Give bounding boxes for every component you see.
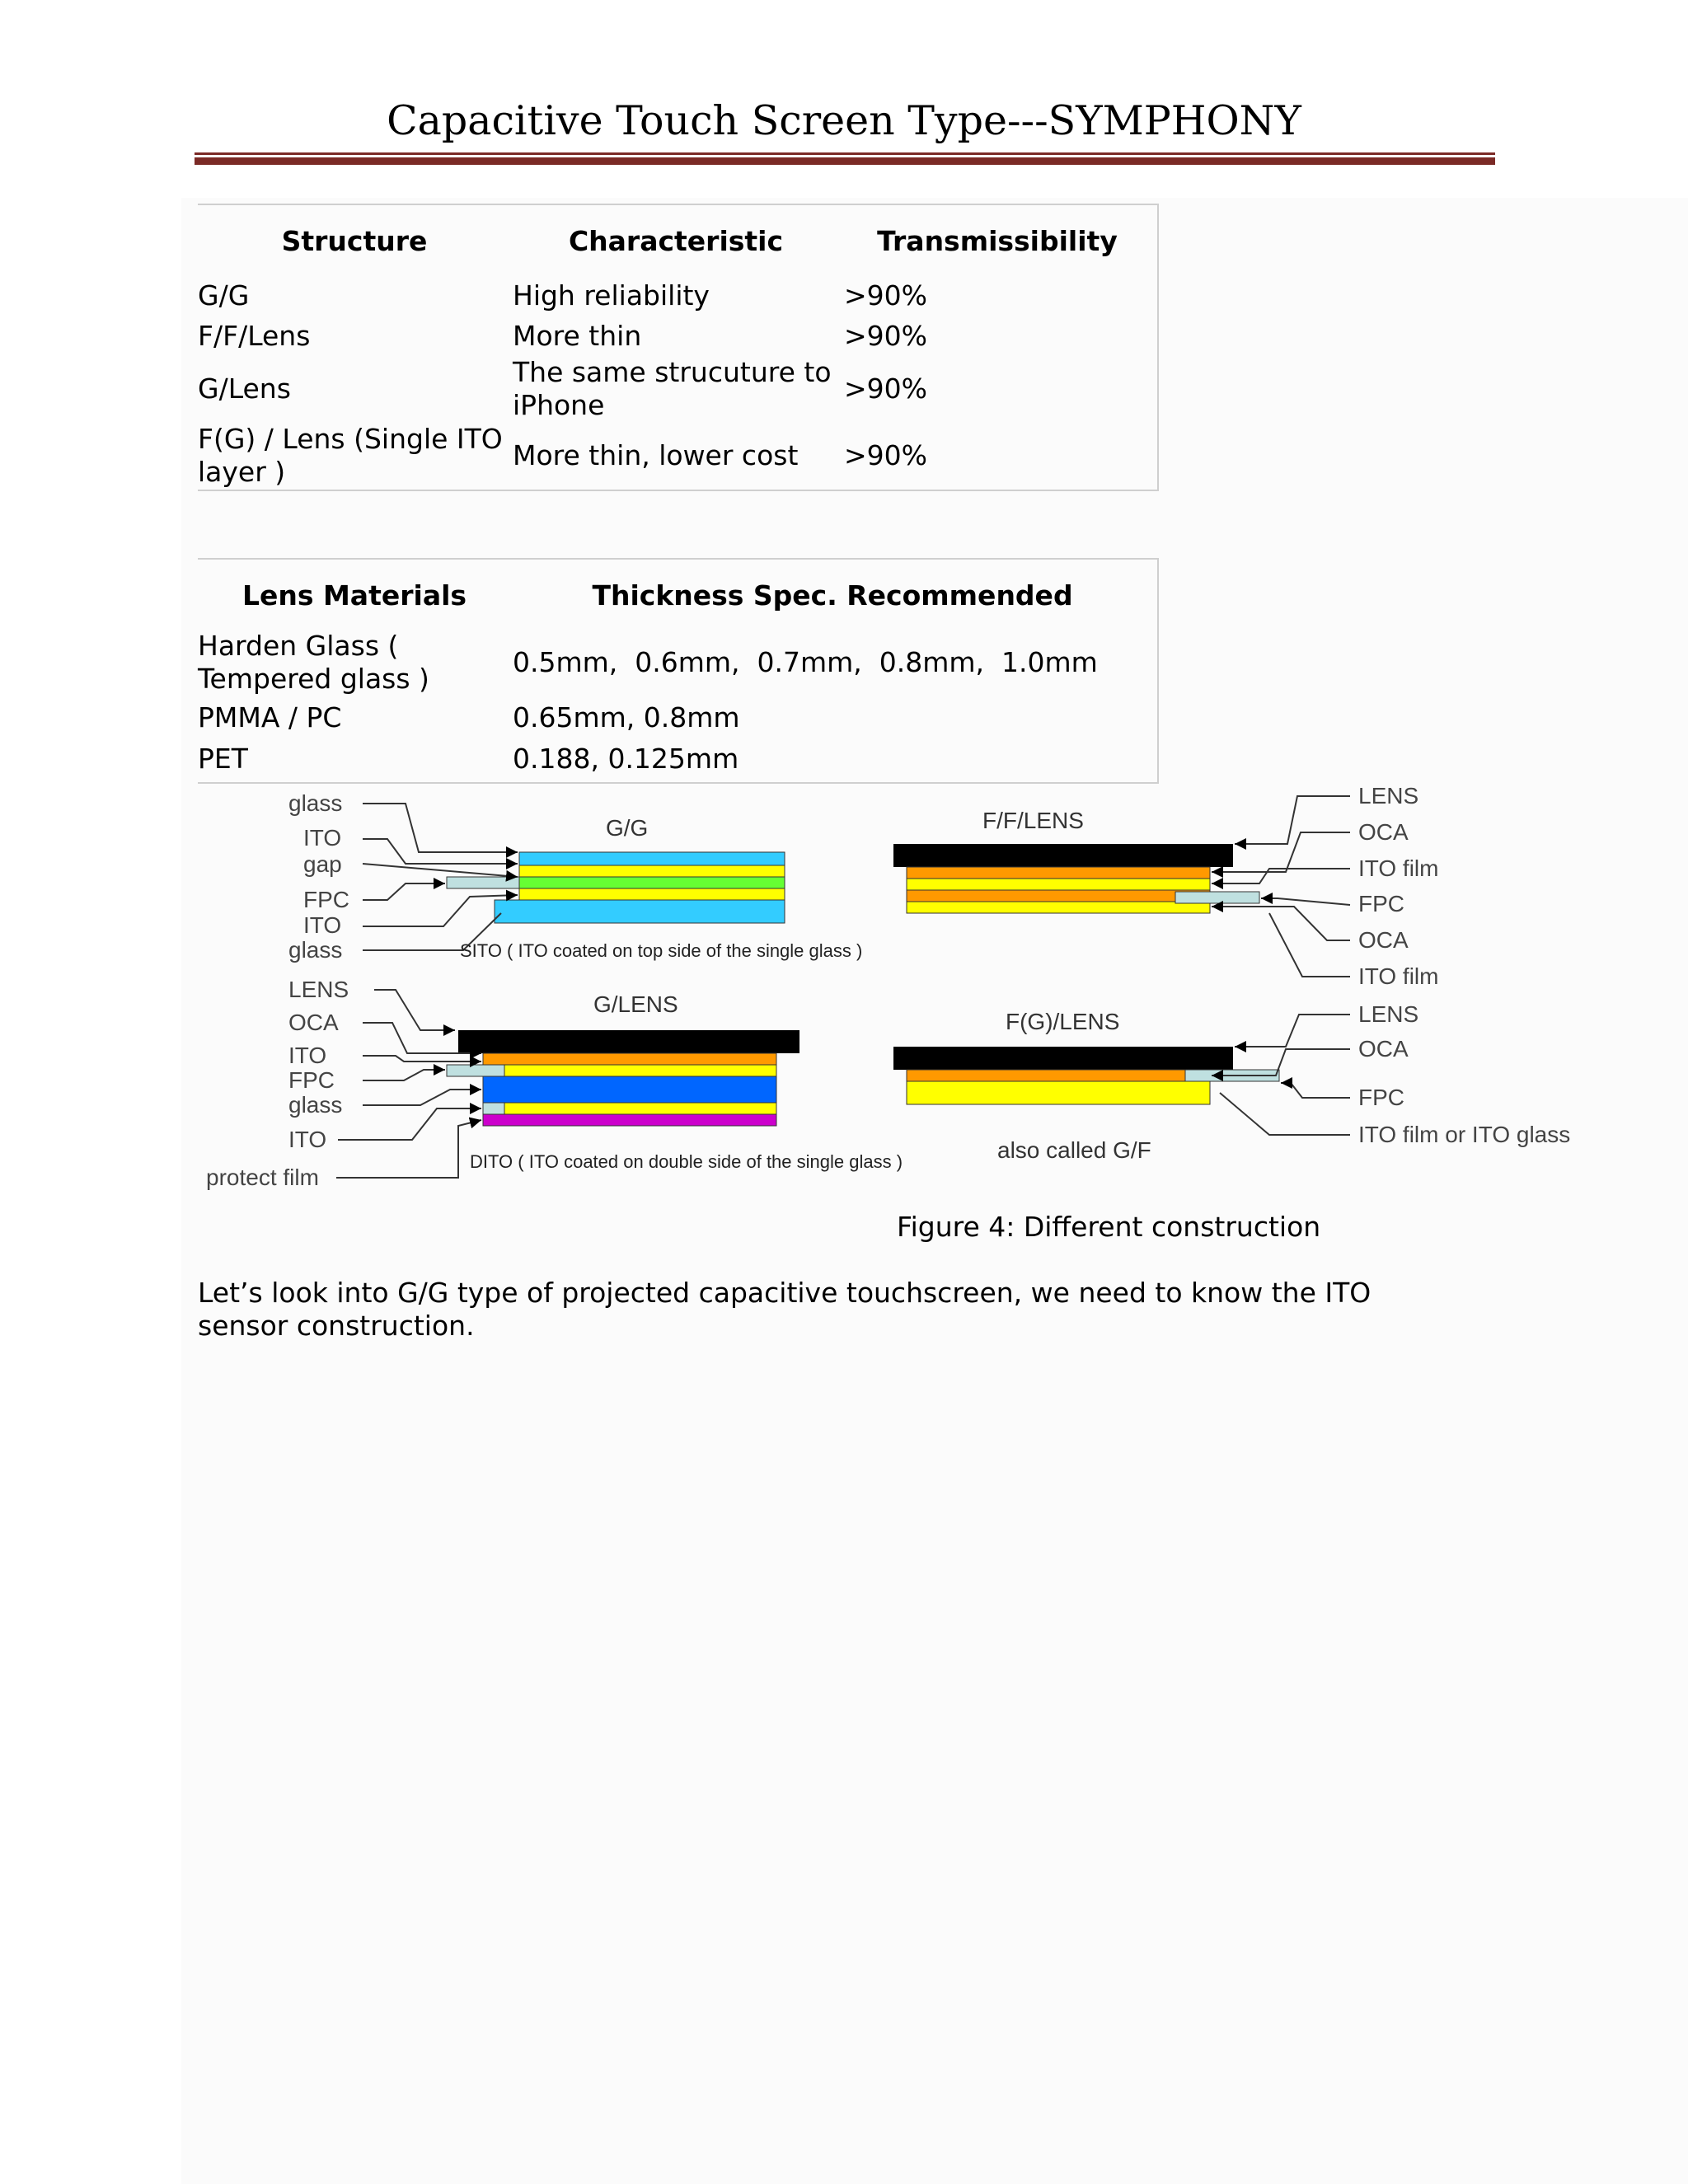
fglens-label: ITO film or ITO glass xyxy=(1358,1122,1571,1147)
glens-label: LENS xyxy=(288,977,349,1002)
fflens-leader-line xyxy=(1212,869,1350,883)
fglens-label: OCA xyxy=(1358,1036,1409,1062)
gg-layer-ito xyxy=(519,865,785,877)
glens-layer-lens xyxy=(458,1030,799,1053)
fglens-diagram xyxy=(893,1001,1570,1163)
gg-label: ITO xyxy=(303,825,342,851)
glens-diagram xyxy=(206,977,903,1190)
fflens-leader-line xyxy=(1235,796,1350,844)
header-rule-thin xyxy=(195,152,1495,155)
glens-leader-line xyxy=(363,1090,481,1105)
fflens-layer-ito-film xyxy=(907,902,1210,913)
table-header-thickness: Thickness Spec. Recommended xyxy=(592,579,1073,612)
body-paragraph: Let’s look into G/G type of projected capacitive touchscreen, we need to know the ITO sensor construction. xyxy=(198,1277,1372,1342)
table-cell: The same strucuture to iPhone xyxy=(513,356,832,421)
table-cell: >90% xyxy=(844,373,927,405)
fflens-fpc xyxy=(1175,892,1259,903)
glens-leader-line xyxy=(336,1120,481,1178)
table-cell: G/G xyxy=(198,279,250,312)
fflens-layer-oca xyxy=(907,890,1210,902)
table-cell: PMMA / PC xyxy=(198,701,342,733)
gg-label: glass xyxy=(288,790,343,816)
fflens-title: F/F/LENS xyxy=(982,808,1084,833)
fglens-layer-ito xyxy=(907,1081,1210,1104)
glens-layer-glass xyxy=(483,1076,776,1103)
glens-label: ITO xyxy=(288,1043,327,1068)
gg-note: SITO ( ITO coated on top side of the single glass ) xyxy=(460,940,863,961)
glens-fpc-bottom xyxy=(483,1103,504,1114)
table-header-structure: Structure xyxy=(281,225,428,257)
gg-label: glass xyxy=(288,937,343,963)
table-cell: 0.65mm, 0.8mm xyxy=(513,701,740,733)
glens-label: glass xyxy=(288,1092,343,1118)
lens-materials-table xyxy=(198,558,1159,784)
table-cell: F/F/Lens xyxy=(198,320,311,352)
fglens-leader-line xyxy=(1235,1015,1350,1047)
glens-leader-line xyxy=(363,1070,445,1080)
table-cell: High reliability xyxy=(513,279,710,312)
gg-leader-line xyxy=(363,804,518,852)
fglens-leader-line xyxy=(1281,1083,1350,1098)
glens-layer-ito xyxy=(483,1103,776,1114)
fflens-label: ITO film xyxy=(1358,963,1439,989)
gg-title: G/G xyxy=(606,815,649,841)
glens-leader-line xyxy=(374,990,455,1030)
table-cell: Harden Glass ( Tempered glass ) xyxy=(198,630,429,695)
glens-layer-ito xyxy=(483,1065,776,1076)
glens-layer-protect-film xyxy=(483,1114,776,1126)
fflens-leader-line xyxy=(1261,898,1350,905)
gg-layer-gap xyxy=(519,877,785,888)
header-rule-thick xyxy=(195,157,1495,165)
glens-leader-line xyxy=(363,1056,481,1062)
fflens-layer-oca xyxy=(907,867,1210,879)
table-header-characteristic: Characteristic xyxy=(568,225,784,257)
glens-fpc-top xyxy=(447,1065,504,1076)
fglens-layer-lens xyxy=(893,1047,1233,1070)
structure-table xyxy=(198,204,1159,491)
gg-leader-line xyxy=(363,883,445,900)
gg-layer-ito xyxy=(519,888,785,900)
fglens-label: LENS xyxy=(1358,1001,1419,1027)
fglens-note: also called G/F xyxy=(997,1137,1151,1163)
table-cell: 0.5mm, 0.6mm, 0.7mm, 0.8mm, 1.0mm xyxy=(513,646,1098,678)
gg-leader-line xyxy=(363,864,518,877)
gg-label: FPC xyxy=(303,887,349,912)
page-title: Capacitive Touch Screen Type---SYMPHONY xyxy=(387,97,1301,144)
table-cell: 0.188, 0.125mm xyxy=(513,743,739,775)
fflens-layer-lens xyxy=(893,844,1233,867)
gg-layer-glass-bottom xyxy=(495,900,785,923)
glens-label: OCA xyxy=(288,1010,339,1035)
fflens-label: LENS xyxy=(1358,783,1419,808)
table-cell: More thin, lower cost xyxy=(513,439,799,471)
table-cell: >90% xyxy=(844,320,927,352)
gg-layer-glass xyxy=(519,852,785,865)
glens-label: ITO xyxy=(288,1127,327,1152)
table-cell: More thin xyxy=(513,320,642,352)
table-cell: >90% xyxy=(844,439,927,471)
table-header-transmissibility: Transmissibility xyxy=(877,225,1118,257)
figure-caption: Figure 4: Different construction xyxy=(897,1211,1321,1243)
fglens-title: F(G)/LENS xyxy=(1006,1009,1120,1034)
glens-label: FPC xyxy=(288,1067,335,1093)
table-cell: G/Lens xyxy=(198,373,291,405)
glens-leader-line xyxy=(338,1108,481,1140)
glens-label: protect film xyxy=(206,1165,319,1190)
gg-label: ITO xyxy=(303,912,342,938)
fflens-diagram xyxy=(893,783,1438,989)
glens-title: G/LENS xyxy=(593,991,678,1017)
fglens-leader-line xyxy=(1220,1093,1350,1135)
fflens-layer-ito-film xyxy=(907,879,1210,890)
fflens-label: OCA xyxy=(1358,819,1409,845)
table-header-lens-materials: Lens Materials xyxy=(241,579,467,612)
fglens-label: FPC xyxy=(1358,1085,1404,1110)
gg-label: gap xyxy=(303,851,342,877)
glens-note: DITO ( ITO coated on double side of the single glass ) xyxy=(470,1151,903,1172)
construction-diagram xyxy=(198,781,1582,1202)
table-cell: >90% xyxy=(844,279,927,312)
glens-layer-oca xyxy=(483,1053,776,1065)
fflens-label: OCA xyxy=(1358,927,1409,953)
gg-fpc xyxy=(447,877,519,888)
gg-diagram xyxy=(288,790,862,963)
fflens-label: ITO film xyxy=(1358,855,1439,881)
fglens-layer-oca xyxy=(907,1070,1210,1081)
table-cell: F(G) / Lens (Single ITO layer ) xyxy=(198,423,503,488)
table-cell: PET xyxy=(198,743,248,775)
fflens-label: FPC xyxy=(1358,891,1404,916)
